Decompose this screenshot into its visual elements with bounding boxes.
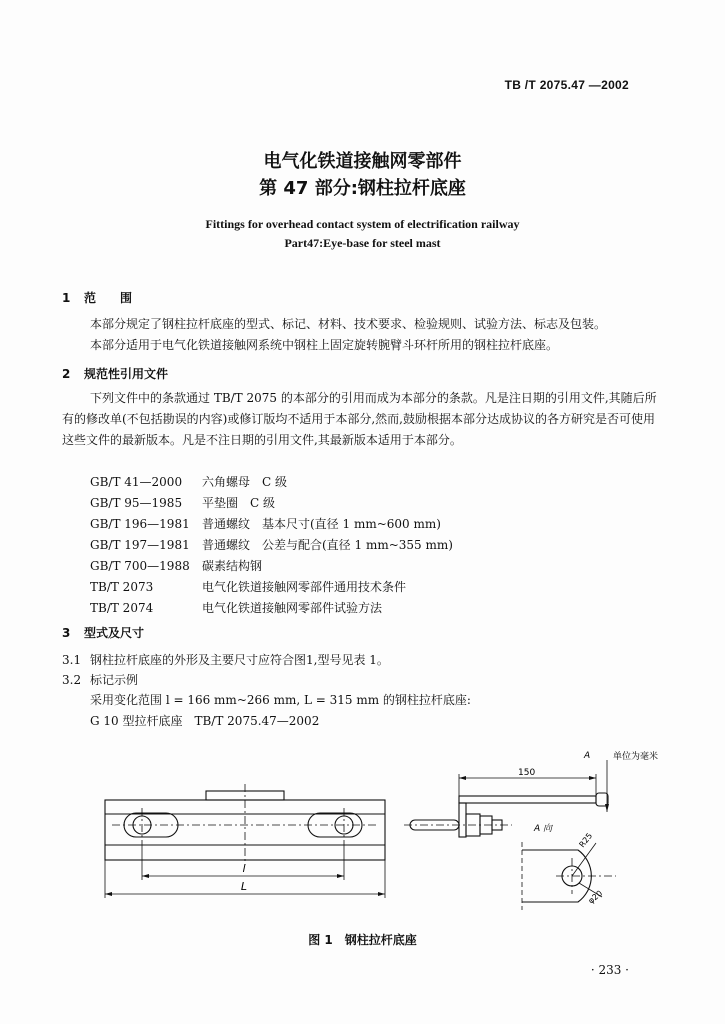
dim-r25-label: R25 [577, 831, 595, 850]
paragraph: 下列文件中的条款通过 TB/T 2075 的本部分的引用而成为本部分的条款。凡是注日期的引用文件,其随后所有的修改单(不包括勘误的内容)或修订版均不适用于本部分,然而,鼓励根据本部分达成协议的各方研究是否可使用这些文件的最新版本。凡是不注日期的引用文件,其最新版本适用于本部分。 [62, 391, 657, 447]
page-number: · 233 · [590, 963, 629, 977]
reference-item [90, 598, 453, 619]
unit-note: 单位为毫米 [613, 752, 659, 762]
reference-title: 电气化铁道接触网零部件通用技术条件 [202, 580, 407, 594]
paragraph: 本部分规定了钢柱拉杆底座的型式、标记、材料、技术要求、检验规则、试验方法、标志及包装。 [90, 317, 607, 331]
view-arrow-label: A [584, 751, 591, 761]
bracket-arm [459, 796, 596, 803]
example-line: 采用变化范围 l = 166 mm~266 mm, L = 315 mm 的钢柱拉杆底座: [90, 693, 471, 707]
reference-item [90, 577, 453, 598]
section2-number: 2 [62, 367, 71, 381]
view-a-label: A 向 [534, 824, 553, 834]
subsection-text: 钢柱拉杆底座的外形及主要尺寸应符合图1,型号见表 1。 [90, 653, 389, 667]
section1-heading [62, 289, 132, 306]
section2-heading [62, 365, 168, 382]
section3-number: 3 [62, 626, 71, 640]
reference-list [90, 472, 453, 619]
subsection-3-1 [62, 650, 389, 671]
reference-code: TB/T 2073 [90, 580, 154, 594]
marking-example [90, 690, 471, 732]
title-cn-line1: 电气化铁道接触网零部件 [263, 151, 462, 172]
view-a-detail [522, 842, 616, 910]
subsection-number: 3.1 [62, 653, 82, 667]
view-a-centerlines [556, 858, 616, 894]
reference-code: TB/T 2074 [90, 601, 154, 615]
reference-code: GB/T 95—1985 [90, 496, 183, 510]
dim-d20-label: φ20 [586, 888, 605, 906]
reference-title: 普通螺纹 基本尺寸(直径 1 mm~600 mm) [202, 517, 441, 531]
reference-title: 普通螺纹 公差与配合(直径 1 mm~355 mm) [202, 538, 453, 552]
reference-item [90, 493, 453, 514]
reference-item [90, 535, 453, 556]
reference-code: GB/T 197—1981 [90, 538, 190, 552]
reference-code: GB/T 41—2000 [90, 475, 183, 489]
section3-heading [62, 624, 144, 641]
reference-item [90, 514, 453, 535]
reference-item [90, 556, 453, 577]
threaded-rod [410, 820, 459, 830]
standard-code: TB /T 2075.47 —2002 [504, 78, 629, 92]
reference-title: 六角螺母 C 级 [202, 475, 287, 489]
figure-1-drawing [0, 740, 725, 925]
subsection-text: 标记示例 [90, 673, 139, 687]
section1-title: 范 围 [84, 291, 133, 305]
dim-l-label: l [242, 862, 246, 875]
reference-item [90, 472, 453, 493]
paragraph: 本部分适用于电气化铁道接触网系统中钢柱上固定旋转腕臂斗环杆所用的钢柱拉杆底座。 [90, 338, 559, 352]
side-view [404, 760, 609, 837]
centerlines [112, 784, 378, 865]
example-line: G 10 型拉杆底座 TB/T 2075.47—2002 [90, 714, 320, 728]
subsection-3-2 [62, 670, 138, 691]
reference-title: 电气化铁道接触网零部件试验方法 [202, 601, 383, 615]
section3-title: 型式及尺寸 [84, 626, 145, 640]
title-en-line2: Part47:Eye-base for steel mast [284, 236, 441, 250]
title-cn-line2: 第 47 部分:钢柱拉杆底座 [259, 178, 466, 199]
figure-caption: 图 1 钢柱拉杆底座 [308, 933, 417, 947]
subsection-number: 3.2 [62, 673, 82, 687]
dim-L-label: L [240, 880, 248, 893]
reference-code: GB/T 196—1981 [90, 517, 190, 531]
section2-title: 规范性引用文件 [84, 367, 169, 381]
reference-title: 碳素结构钢 [202, 559, 263, 573]
dim-150-label: 150 [518, 768, 536, 778]
reference-code: GB/T 700—1988 [90, 559, 190, 573]
bracket-web [459, 803, 466, 837]
reference-title: 平垫圈 C 级 [202, 496, 275, 510]
section1-number: 1 [62, 291, 71, 305]
section1-body [62, 314, 662, 356]
section2-body [62, 388, 662, 451]
title-en-line1: Fittings for overhead contact system of electrification railway [205, 217, 520, 231]
